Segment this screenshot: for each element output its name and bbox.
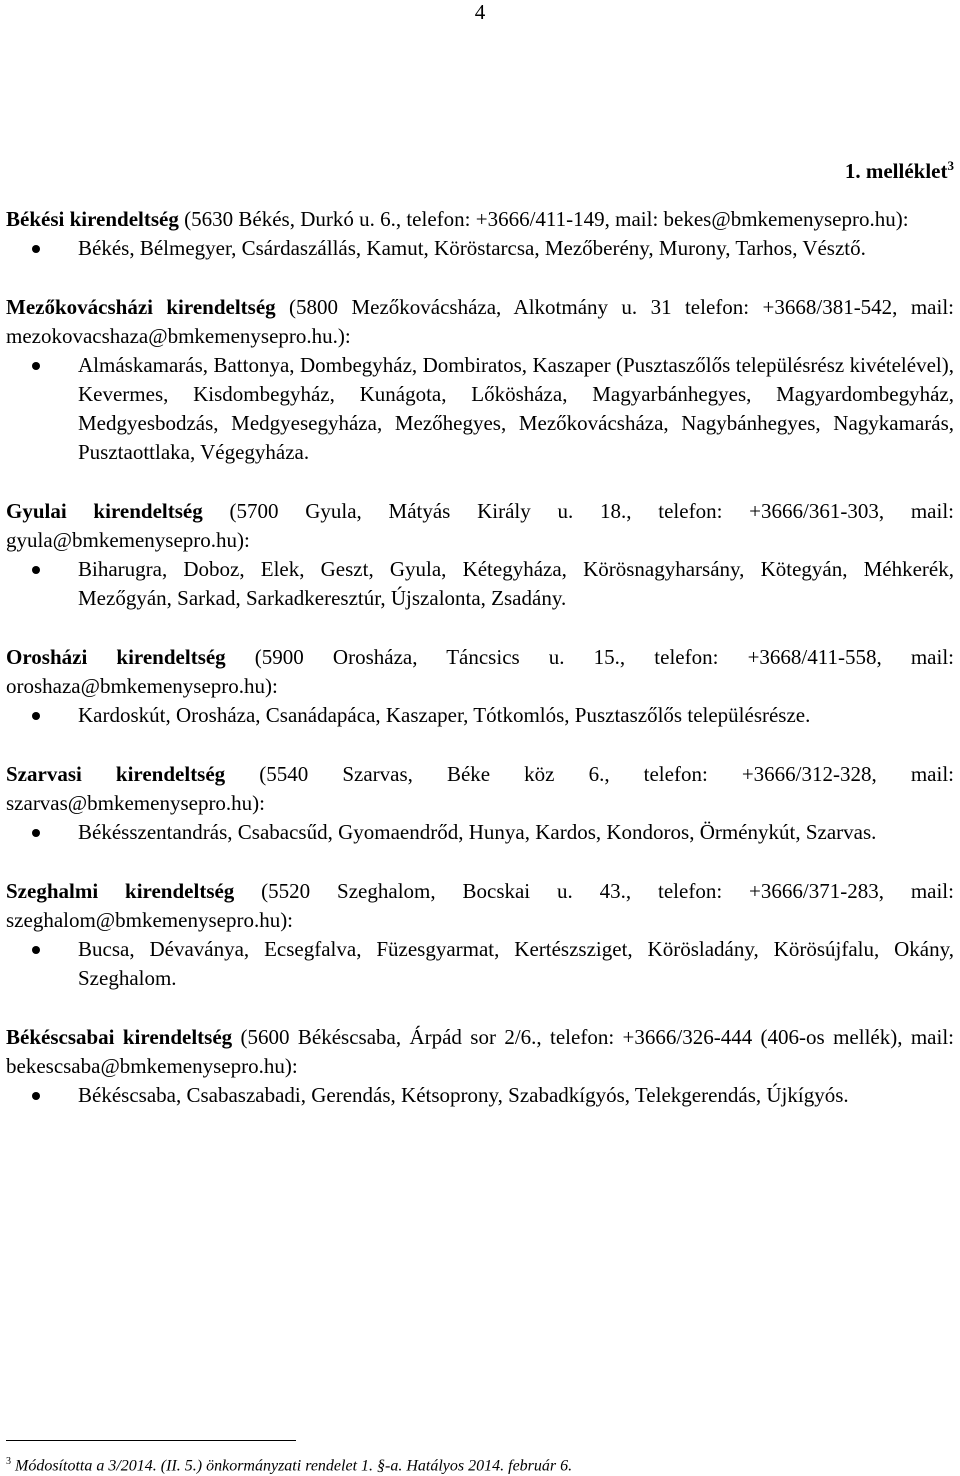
office-section <box>6 293 954 467</box>
settlement-names: Békésszentandrás, Csabacsűd, Gyomaendrőd, Hunya, Kardos, Kondoros, Örménykút, Szarvas. <box>78 820 877 844</box>
bullet-icon <box>32 362 40 370</box>
bullet-icon <box>32 712 40 720</box>
office-details: (5600 Békéscsaba, Árpád sor 2/6., telefon: +3666/326-444 (406-os mellék), mail: bekescsaba@bmkemenysepro.hu): <box>6 1025 954 1078</box>
settlement-list-item <box>6 701 954 730</box>
office-section <box>6 1023 954 1110</box>
office-name: Mezőkovácsházi kirendeltség <box>6 295 276 319</box>
settlement-names: Almáskamarás, Battonya, Dombegyház, Dombiratos, Kaszaper (Pusztaszőlős településrész kivételével), Kevermes, Kisdombegyház, Kunágota, Lőkösháza, Magyarbánhegyes, Magyardombegyház, Medgyesbodzás, Medgyesegyháza, Mezőhegyes, Mezőkovácsháza, Nagybánhegyes, Nagykamarás, Pusztaottlaka, Végegyháza. <box>78 353 954 464</box>
office-details: (5520 Szeghalom, Bocskai u. 43., telefon: +3666/371-283, mail: szeghalom@bmkemenysepro.hu): <box>6 879 954 932</box>
footnote-text: Módosította a 3/2014. (II. 5.) önkormányzati rendelet 1. §-a. Hatályos 2014. február 6. <box>15 1457 573 1475</box>
office-header <box>6 205 954 234</box>
office-header <box>6 760 954 818</box>
office-details: (5800 Mezőkovácsháza, Alkotmány u. 31 telefon: +3668/381-542, mail: mezokovacshaza@bmkemenysepro.hu.): <box>6 295 954 348</box>
office-header <box>6 877 954 935</box>
settlement-list-item <box>6 555 954 613</box>
office-details: (5700 Gyula, Mátyás Király u. 18., telefon: +3666/361-303, mail: gyula@bmkemenysepro.hu): <box>6 499 954 552</box>
office-list <box>6 205 954 1140</box>
office-name: Békéscsabai kirendeltség <box>6 1025 233 1049</box>
settlement-list <box>6 935 954 993</box>
bullet-icon <box>32 1092 40 1100</box>
settlement-list-item <box>6 935 954 993</box>
settlement-list-item <box>6 1081 954 1110</box>
bullet-icon <box>32 566 40 574</box>
settlement-list <box>6 818 954 847</box>
footnote <box>6 1452 572 1476</box>
office-details: (5900 Orosháza, Táncsics u. 15., telefon: +3668/411-558, mail: oroshaza@bmkemenysepro.hu): <box>6 645 954 698</box>
footnote-divider <box>6 1440 296 1441</box>
office-header <box>6 643 954 701</box>
footnote-number: 3 <box>6 1456 11 1467</box>
office-name: Orosházi kirendeltség <box>6 645 226 669</box>
settlement-list <box>6 351 954 467</box>
page-number: 4 <box>474 0 486 24</box>
settlement-list <box>6 234 954 263</box>
bullet-icon <box>32 946 40 954</box>
settlement-list-item <box>6 818 954 847</box>
office-name: Szarvasi kirendeltség <box>6 762 226 786</box>
office-name: Gyulai kirendeltség <box>6 499 203 523</box>
bullet-icon <box>32 829 40 837</box>
settlement-names: Kardoskút, Orosháza, Csanádapáca, Kaszaper, Tótkomlós, Pusztaszőlős településrésze. <box>78 703 811 727</box>
annex-footnote-ref: 3 <box>947 158 954 173</box>
annex-title-text: 1. melléklet <box>844 159 948 183</box>
settlement-list-item <box>6 234 954 263</box>
office-header <box>6 497 954 555</box>
office-header <box>6 1023 954 1081</box>
office-details: (5630 Békés, Durkó u. 6., telefon: +3666/411-149, mail: bekes@bmkemenysepro.hu): <box>178 207 909 231</box>
settlement-names: Biharugra, Doboz, Elek, Geszt, Gyula, Kétegyháza, Körösnagyharsány, Kötegyán, Méhkerék, Mezőgyán, Sarkad, Sarkadkeresztúr, Újszalonta, Zsadány. <box>78 557 954 610</box>
settlement-names: Békéscsaba, Csabaszabadi, Gerendás, Kétsoprony, Szabadkígyós, Telekgerendás, Újkígyós. <box>78 1083 849 1107</box>
office-name: Békési kirendeltség <box>6 207 179 231</box>
office-section <box>6 877 954 993</box>
office-section <box>6 205 954 263</box>
office-section <box>6 760 954 847</box>
office-header <box>6 293 954 351</box>
settlement-names: Bucsa, Dévaványa, Ecsegfalva, Füzesgyarmat, Kertészsziget, Körösladány, Körösújfalu, Okány, Szeghalom. <box>78 937 954 990</box>
office-name: Szeghalmi kirendeltség <box>6 879 235 903</box>
settlement-list-item <box>6 351 954 467</box>
settlement-names: Békés, Bélmegyer, Csárdaszállás, Kamut, Köröstarcsa, Mezőberény, Murony, Tarhos, Vésztő. <box>78 236 866 260</box>
annex-title <box>845 152 954 185</box>
office-details: (5540 Szarvas, Béke köz 6., telefon: +3666/312-328, mail: szarvas@bmkemenysepro.hu): <box>6 762 954 815</box>
office-section <box>6 497 954 613</box>
bullet-icon <box>32 245 40 253</box>
settlement-list <box>6 1081 954 1110</box>
office-section <box>6 643 954 730</box>
settlement-list <box>6 555 954 613</box>
settlement-list <box>6 701 954 730</box>
